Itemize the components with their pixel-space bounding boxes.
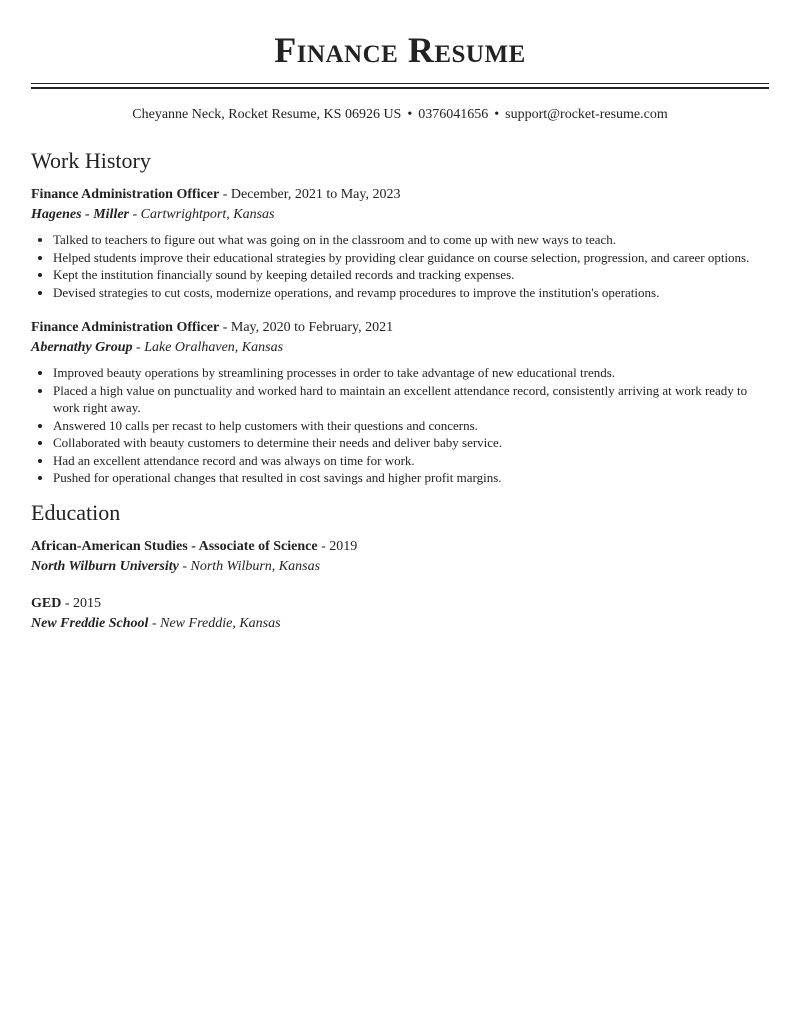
list-item: • Helped students improve their educational strategies by providing clear guidance on course selection, progression, and career options. bbox=[53, 249, 769, 267]
education-school: New Freddie School bbox=[31, 615, 149, 631]
job-company-line: Hagenes - Miller - Cartwrightport, Kansas bbox=[31, 207, 275, 222]
list-item: • Collaborated with beauty customers to determine their needs and deliver baby service. bbox=[53, 434, 769, 452]
education-year: 2019 bbox=[329, 538, 358, 554]
contact-line bbox=[31, 105, 769, 125]
education-school-line: New Freddie School - New Freddie, Kansas bbox=[31, 615, 281, 631]
job-dates: May, 2020 to February, 2021 bbox=[230, 320, 394, 335]
contact-email: support@rocket-resume.com bbox=[505, 107, 668, 122]
education-entry bbox=[31, 537, 769, 577]
job-role: Finance Administration Officer bbox=[31, 320, 220, 335]
list-item: • Placed a high value on punctuality and worked hard to maintain an excellent attendance record, consistently arriving at work ready to work right away. bbox=[53, 382, 769, 417]
education-heading: Education bbox=[31, 499, 121, 525]
title-divider bbox=[31, 83, 769, 89]
list-item: • Talked to teachers to figure out what was going on in the classroom and to come up with new ways to teach. bbox=[53, 231, 769, 249]
list-item: • Improved beauty operations by streamlining processes in order to take advantage of new educational trends. bbox=[53, 364, 769, 382]
work-history-heading: Work History bbox=[31, 148, 151, 173]
list-item: • Pushed for operational changes that resulted in cost savings and higher profit margins. bbox=[53, 469, 769, 487]
education-entry bbox=[31, 594, 769, 634]
list-item: • Devised strategies to cut costs, modernize operations, and revamp procedures to improve the institution's operations. bbox=[53, 284, 769, 302]
education-degree: GED bbox=[31, 595, 62, 611]
page-title: Finance Resume bbox=[274, 30, 526, 70]
contact-separator: • bbox=[407, 107, 413, 122]
list-item: • Had an excellent attendance record and was always on time for work. bbox=[53, 452, 769, 470]
job-company: Abernathy Group bbox=[31, 340, 133, 355]
education-location: North Wilburn, Kansas bbox=[190, 558, 321, 574]
job-title-line: Finance Administration Officer - December, 2021 to May, 2023 bbox=[31, 187, 401, 202]
education-degree: African-American Studies - Associate of Science bbox=[31, 538, 318, 554]
job-bullets bbox=[31, 364, 769, 487]
job-location: Lake Oralhaven, Kansas bbox=[144, 340, 284, 355]
job-dates: December, 2021 to May, 2023 bbox=[230, 187, 401, 202]
list-item: • Kept the institution financially sound by keeping detailed records and tracking expenses. bbox=[53, 266, 769, 284]
education-year: 2015 bbox=[73, 595, 102, 611]
contact-phone: 0376041656 bbox=[418, 107, 489, 122]
job-location: Cartwrightport, Kansas bbox=[140, 207, 275, 222]
job-entry bbox=[31, 185, 769, 301]
contact-separator: • bbox=[494, 107, 500, 122]
list-item: • Answered 10 calls per recast to help customers with their questions and concerns. bbox=[53, 417, 769, 435]
job-company: Hagenes - Miller bbox=[31, 207, 129, 222]
education-degree-line: GED - 2015 bbox=[31, 595, 102, 611]
job-bullets bbox=[31, 231, 769, 301]
job-role: Finance Administration Officer bbox=[31, 187, 220, 202]
education-degree-line: African-American Studies - Associate of Science - 2019 bbox=[31, 538, 358, 554]
job-title-line: Finance Administration Officer - May, 2020 to February, 2021 bbox=[31, 320, 394, 335]
education-school: North Wilburn University bbox=[31, 558, 179, 574]
education-location: New Freddie, Kansas bbox=[160, 615, 281, 631]
job-entry bbox=[31, 318, 769, 487]
contact-address: Cheyanne Neck, Rocket Resume, KS 06926 US bbox=[132, 107, 402, 122]
education-school-line: North Wilburn University - North Wilburn, Kansas bbox=[31, 558, 321, 574]
job-company-line: Abernathy Group - Lake Oralhaven, Kansas bbox=[31, 340, 284, 355]
